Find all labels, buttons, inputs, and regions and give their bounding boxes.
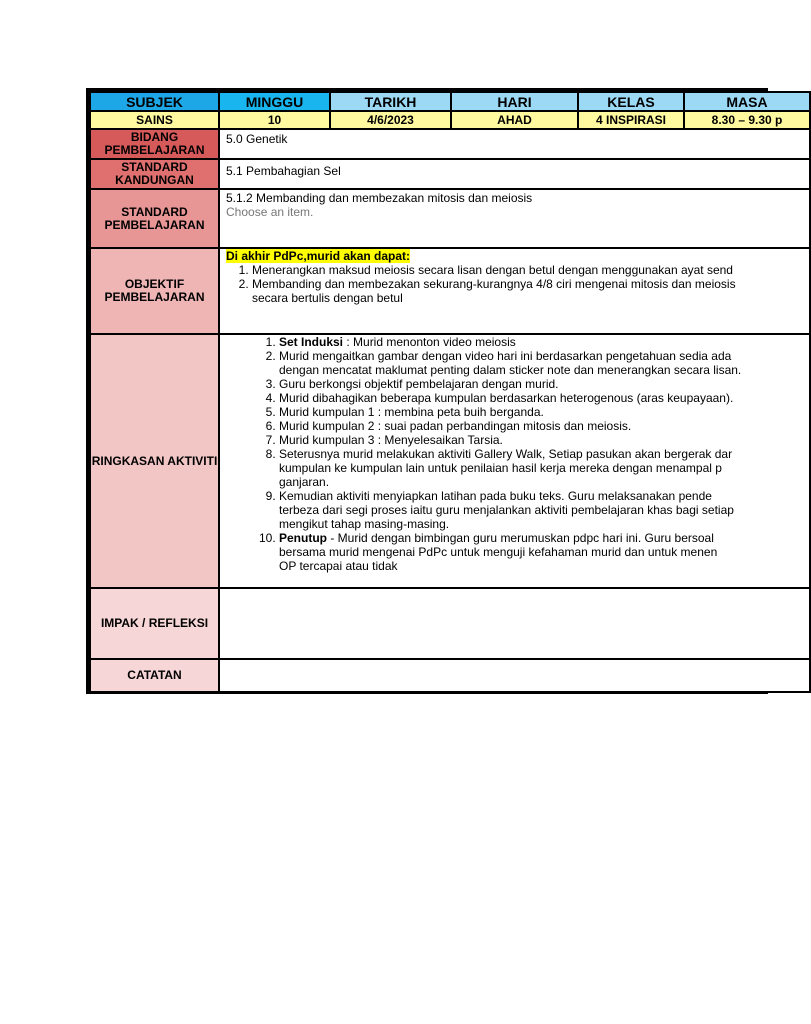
activity-item: [279, 335, 803, 349]
activity-text-cont: mengikut tahap masing-masing.: [279, 517, 450, 531]
value-minggu: 10: [219, 111, 330, 129]
objektif-intro: Di akhir PdPc,murid akan dapat:: [226, 249, 411, 263]
impak-value[interactable]: [219, 588, 810, 659]
activity-text: Kemudian aktiviti menyiapkan latihan pada buku teks. Guru melaksanakan pende: [279, 489, 712, 503]
value-masa: 8.30 – 9.30 p: [684, 111, 810, 129]
activity-text: - Murid dengan bimbingan guru merumuskan pdpc hari ini. Guru bersoal: [327, 531, 714, 545]
set-induksi: Set Induksi: [279, 335, 344, 349]
value-hari: AHAD: [451, 111, 578, 129]
ringkasan-cell: [219, 334, 810, 588]
objektif-label: OBJEKTIF PEMBELAJARAN: [90, 248, 219, 334]
header-masa: MASA: [684, 92, 810, 111]
value-tarikh: 4/6/2023: [330, 111, 451, 129]
catatan-value[interactable]: [219, 659, 810, 692]
activity-item: 3. Guru berkongsi objektif pembelajaran dengan murid.: [279, 377, 803, 391]
activity-text-cont: kumpulan ke kumpulan lain untuk penilaian hasil kerja mereka dengan menampal p: [279, 461, 722, 475]
bidang-label: BIDANG PEMBELAJARAN: [90, 129, 219, 159]
standard-pembelajaran-label: STANDARD PEMBELAJARAN: [90, 189, 219, 248]
activity-item: 4. Murid dibahagikan beberapa kumpulan berdasarkan heterogenous (aras keupayaan).: [279, 391, 803, 405]
activity-item: [279, 531, 803, 573]
lesson-plan-table: [86, 88, 783, 694]
activity-item: [279, 489, 803, 531]
objektif-item-2: 2. Membanding dan membezakan sekurang-kurangnya 4/8 ciri mengenai mitosis dan meiosis: [252, 277, 803, 291]
bidang-value: 5.0 Genetik: [219, 129, 810, 159]
header-minggu: MINGGU: [219, 92, 330, 111]
activity-text: Murid mengaitkan gambar dengan video hari ini berdasarkan pengetahuan sedia ada: [279, 349, 732, 363]
standard-kandungan-value: 5.1 Pembahagian Sel: [219, 159, 810, 189]
activity-text: Seterusnya murid melakukan aktiviti Gallery Walk, Setiap pasukan akan bergerak dar: [279, 447, 733, 461]
objektif-cell: [219, 248, 810, 334]
activity-text: : Murid menonton video meiosis: [343, 335, 516, 349]
choose-item-placeholder[interactable]: Choose an item.: [226, 205, 314, 219]
activity-item: [279, 349, 803, 377]
header-tarikh: TARIKH: [330, 92, 451, 111]
header-hari: HARI: [451, 92, 578, 111]
activity-text-cont: terbeza dari segi proses iaitu guru menjalankan aktiviti pembelajaran khas bagi setiap: [279, 503, 734, 517]
activity-item: 6. Murid kumpulan 2 : suai padan perbandingan mitosis dan meiosis.: [279, 419, 803, 433]
header-kelas: KELAS: [578, 92, 684, 111]
catatan-label: CATATAN: [90, 659, 219, 692]
penutup: Penutup: [279, 531, 327, 545]
ringkasan-label: RINGKASAN AKTIVITI: [90, 334, 219, 588]
activity-text-cont: bersama murid mengenai PdPc untuk menguji kefahaman murid dan untuk menen: [279, 545, 718, 559]
standard-kandungan-label: STANDARD KANDUNGAN: [90, 159, 219, 189]
activity-item: [279, 447, 803, 489]
value-subjek: SAINS: [90, 111, 219, 129]
header-subjek: SUBJEK: [90, 92, 219, 111]
impak-label: IMPAK / REFLEKSI: [90, 588, 219, 659]
value-kelas: 4 INSPIRASI: [578, 111, 684, 129]
activity-text-cont: dengan mencatat maklumat penting dalam sticker note dan menerangkan secara lisan.: [279, 363, 742, 377]
standard-pembelajaran-cell: [219, 189, 810, 248]
objektif-item-2-cont: secara bertulis dengan betul: [252, 291, 403, 305]
activity-text-cont: ganjaran.: [279, 475, 330, 489]
activity-item: 5. Murid kumpulan 1 : membina peta buih berganda.: [279, 405, 803, 419]
activity-text-cont: OP tercapai atau tidak: [279, 559, 398, 573]
standard-pembelajaran-value: 5.1.2 Membanding dan membezakan mitosis dan meiosis: [226, 191, 533, 205]
activity-item: 7. Murid kumpulan 3 : Menyelesaikan Tarsia.: [279, 433, 803, 447]
objektif-item-1: 1. Menerangkan maksud meiosis secara lisan dengan betul dengan menggunakan ayat send: [252, 263, 803, 277]
